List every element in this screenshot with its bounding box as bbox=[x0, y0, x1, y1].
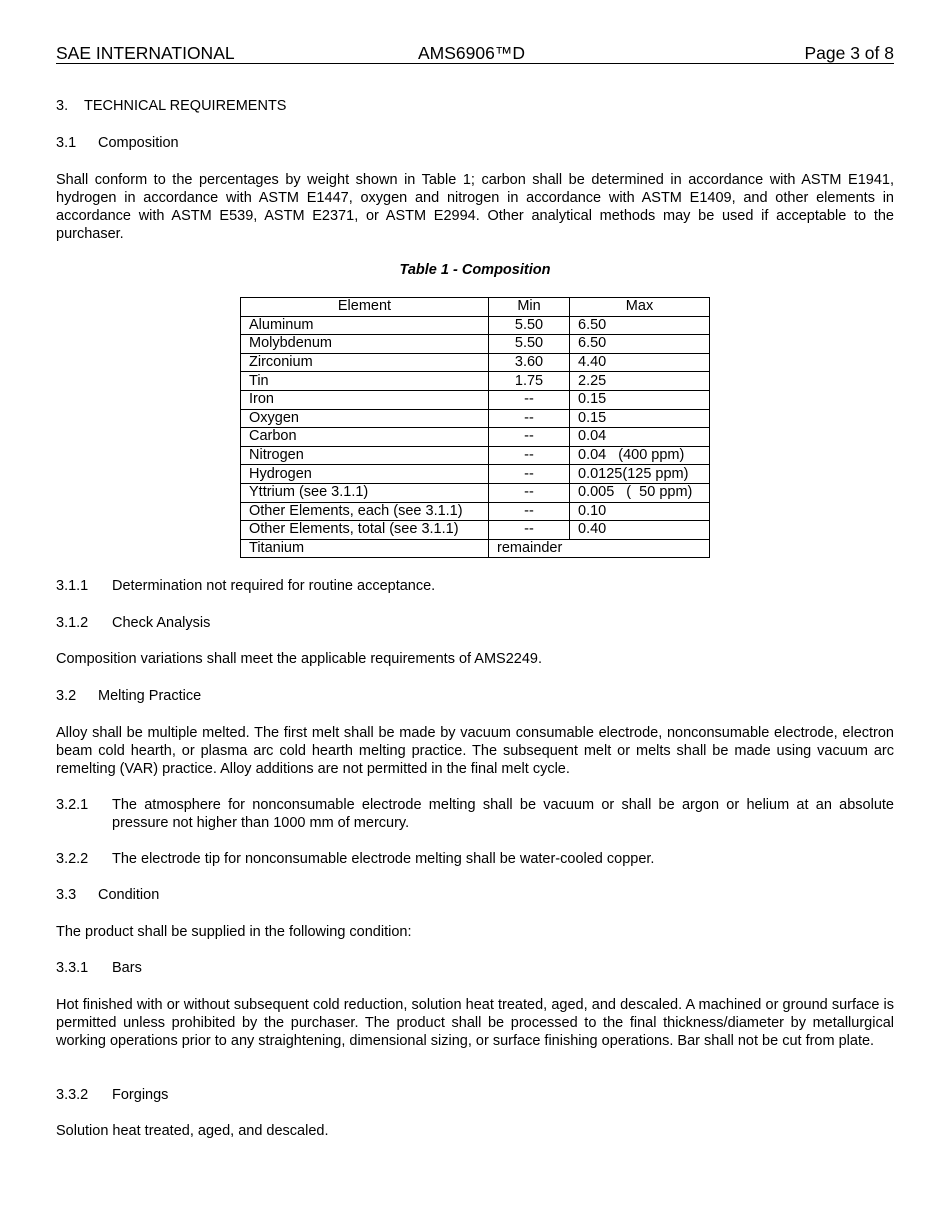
cell-element: Yttrium (see 3.1.1) bbox=[241, 483, 489, 502]
max-value: 2.25 bbox=[578, 372, 607, 389]
cell-max bbox=[570, 409, 710, 428]
section-title: Determination not required for routine acceptance. bbox=[112, 578, 436, 594]
table-row bbox=[241, 483, 710, 502]
section-number: 3.2.2 bbox=[56, 851, 89, 867]
cell-max bbox=[570, 428, 710, 447]
cell-min: 5.50 bbox=[489, 335, 570, 354]
section-3-2-2 bbox=[56, 850, 894, 868]
section-title: Check Analysis bbox=[112, 615, 211, 631]
max-value: 6.50 bbox=[578, 335, 607, 352]
header-document-number: AMS6906™D bbox=[418, 43, 525, 63]
section-number: 3.1.1 bbox=[56, 578, 89, 594]
table-row-balance bbox=[241, 539, 710, 558]
cell-max bbox=[570, 465, 710, 484]
section-3-1-heading bbox=[56, 134, 894, 152]
max-value: 4.40 bbox=[578, 354, 607, 371]
section-title: TECHNICAL REQUIREMENTS bbox=[84, 98, 287, 114]
table-row bbox=[241, 409, 710, 428]
section-title: Bars bbox=[112, 960, 142, 976]
max-value: 0.005 bbox=[578, 484, 615, 501]
cell-max bbox=[570, 521, 710, 540]
max-ppm-note: ( 50 ppm) bbox=[626, 484, 693, 501]
max-value: 0.15 bbox=[578, 391, 607, 408]
column-header-max: Max bbox=[570, 298, 710, 317]
table-row bbox=[241, 521, 710, 540]
cell-max bbox=[570, 483, 710, 502]
section-3-heading bbox=[56, 97, 894, 115]
cell-element: Other Elements, each (see 3.1.1) bbox=[241, 502, 489, 521]
section-number: 3.3.1 bbox=[56, 960, 89, 976]
cell-min: 1.75 bbox=[489, 372, 570, 391]
section-3-1-body: Shall conform to the percentages by weight shown in Table 1; carbon shall be determined in accordance with ASTM E1941, hydrogen in accordance with ASTM E1447, oxygen and nitrogen in accordance with ASTM E1409, and other elements in accordance with ASTM E539, ASTM E2371, or ASTM E2994. Other analytical methods may be used if acceptable to the purchaser. bbox=[56, 172, 894, 242]
cell-min: -- bbox=[489, 483, 570, 502]
max-value: 0.15 bbox=[578, 409, 607, 426]
cell-min: -- bbox=[489, 502, 570, 521]
cell-max bbox=[570, 502, 710, 521]
table-row bbox=[241, 446, 710, 465]
cell-remainder: remainder bbox=[489, 539, 710, 558]
page-header bbox=[56, 44, 894, 64]
section-number: 3.2.1 bbox=[56, 797, 89, 813]
section-number: 3.1 bbox=[56, 135, 77, 151]
cell-element: Titanium bbox=[241, 539, 489, 558]
max-value: 0.0125 bbox=[578, 465, 623, 482]
table-row bbox=[241, 390, 710, 409]
cell-element: Zirconium bbox=[241, 353, 489, 372]
section-text: The electrode tip for nonconsumable electrode melting shall be water-cooled copper. bbox=[112, 851, 655, 867]
cell-element: Tin bbox=[241, 372, 489, 391]
composition-table bbox=[240, 297, 710, 558]
table-header-row bbox=[241, 298, 710, 317]
cell-element: Hydrogen bbox=[241, 465, 489, 484]
section-text: The atmosphere for nonconsumable electrode melting shall be vacuum or shall be argon or helium at an absolute pressure not higher than 1000 mm of mercury. bbox=[112, 797, 894, 831]
section-3-3-1-heading bbox=[56, 959, 894, 977]
table-row bbox=[241, 353, 710, 372]
section-number: 3.3 bbox=[56, 887, 77, 903]
table-row bbox=[241, 428, 710, 447]
cell-min: -- bbox=[489, 390, 570, 409]
section-3-3-2-heading bbox=[56, 1086, 894, 1104]
cell-max bbox=[570, 390, 710, 409]
cell-element: Carbon bbox=[241, 428, 489, 447]
section-number: 3.2 bbox=[56, 688, 77, 704]
section-number: 3. bbox=[56, 98, 69, 114]
section-title: Condition bbox=[98, 887, 160, 903]
table-caption: Table 1 - Composition bbox=[399, 262, 551, 278]
cell-element: Aluminum bbox=[241, 316, 489, 335]
table-body bbox=[241, 316, 710, 558]
cell-min: -- bbox=[489, 409, 570, 428]
cell-max bbox=[570, 316, 710, 335]
cell-element: Oxygen bbox=[241, 409, 489, 428]
max-value: 6.50 bbox=[578, 316, 607, 333]
cell-min: -- bbox=[489, 521, 570, 540]
cell-min: 3.60 bbox=[489, 353, 570, 372]
section-title: Melting Practice bbox=[98, 688, 202, 704]
section-3-1-2-heading bbox=[56, 614, 894, 632]
column-header-min: Min bbox=[489, 298, 570, 317]
table-row bbox=[241, 502, 710, 521]
cell-min: -- bbox=[489, 446, 570, 465]
section-3-3-heading bbox=[56, 886, 894, 904]
section-3-1-1 bbox=[56, 577, 894, 595]
section-title: Forgings bbox=[112, 1087, 169, 1103]
section-3-2-body: Alloy shall be multiple melted. The first melt shall be made by vacuum consumable electrode, nonconsumable electrode, electron beam cold hearth, or plasma arc cold hearth melting practice. The subsequent melt or melts shall be made using vacuum arc remelting (VAR) practice. Alloy additions are not permitted in the final melt cycle. bbox=[56, 725, 894, 777]
cell-min: 5.50 bbox=[489, 316, 570, 335]
section-3-3-body: The product shall be supplied in the following condition: bbox=[56, 924, 412, 940]
table-row bbox=[241, 316, 710, 335]
max-value: 0.40 bbox=[578, 521, 607, 538]
column-header-element: Element bbox=[241, 298, 489, 317]
section-number: 3.1.2 bbox=[56, 615, 89, 631]
cell-max bbox=[570, 372, 710, 391]
max-ppm-note: (125 ppm) bbox=[622, 465, 689, 482]
max-value: 0.04 bbox=[578, 447, 607, 464]
max-value: 0.04 bbox=[578, 428, 607, 445]
cell-element: Iron bbox=[241, 390, 489, 409]
section-3-3-2-body: Solution heat treated, aged, and descaled. bbox=[56, 1123, 329, 1139]
table-row bbox=[241, 372, 710, 391]
cell-max bbox=[570, 335, 710, 354]
table-row bbox=[241, 335, 710, 354]
table-row bbox=[241, 465, 710, 484]
cell-element: Nitrogen bbox=[241, 446, 489, 465]
max-ppm-note: (400 ppm) bbox=[618, 447, 685, 464]
section-title: Composition bbox=[98, 135, 179, 151]
section-number: 3.3.2 bbox=[56, 1087, 89, 1103]
cell-element: Molybdenum bbox=[241, 335, 489, 354]
max-value: 0.10 bbox=[578, 502, 607, 519]
section-3-2-heading bbox=[56, 687, 894, 705]
section-3-1-2-body: Composition variations shall meet the applicable requirements of AMS2249. bbox=[56, 651, 543, 667]
section-3-3-1-body: Hot finished with or without subsequent cold reduction, solution heat treated, aged, and descaled. A machined or ground surface is permitted unless prohibited by the purchaser. The product shall be processed to the final thickness/diameter by metallurgical working operations prior to any straightening, dimensional sizing, or surface finishing operations. Bar shall not be cut from plate. bbox=[56, 997, 894, 1049]
cell-max bbox=[570, 353, 710, 372]
header-organization: SAE INTERNATIONAL bbox=[56, 43, 235, 63]
cell-min: -- bbox=[489, 428, 570, 447]
cell-min: -- bbox=[489, 465, 570, 484]
header-page-number: Page 3 of 8 bbox=[804, 43, 894, 63]
cell-max bbox=[570, 446, 710, 465]
cell-element: Other Elements, total (see 3.1.1) bbox=[241, 521, 489, 540]
section-3-2-1 bbox=[56, 796, 894, 832]
